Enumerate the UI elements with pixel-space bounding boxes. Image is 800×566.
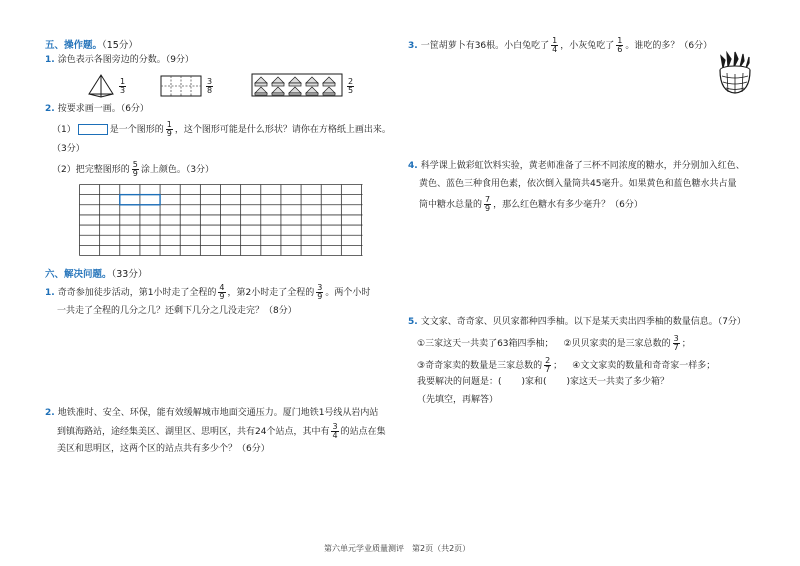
s5-q1-number: 1. [45,55,55,65]
s5-q2-part1: （1） 是一个图形的 $\frac{1}{9}$ ，这个图形可能是什么形状？请你在方格纸上画出来。 [52,120,391,138]
page-footer [324,543,470,554]
blue-rect-figure [78,124,108,135]
s6-q2-line1: 2. 地铁准时、安全、环保，能有效缓解城市地面交通压力。厦门地铁1号线从岩内站 [45,408,379,418]
s5-q2-part1-score: （3分） [52,144,85,154]
section5-score: （15分） [102,40,138,51]
s6-q5-question: 我要解决的问题是：( )家和( )家这天一共卖了多少箱？ [417,377,670,387]
section6-title: 六、解决问题。 [45,269,112,280]
s5-q2-part2: （2）把完整图形的 $\frac{5}{9}$ 涂上颜色。（3分） [52,160,215,178]
fraction-1-3: $\frac{1}{3}$ [120,77,126,95]
s5-q2-number: 2. [45,104,55,114]
grid-paper[interactable] [79,184,363,256]
section6-score: （33分） [111,269,148,280]
s5-q2-text [45,98,149,120]
s6-q3-line: 3. 一筐胡萝卜有36根。小白兔吃了 $\frac{1}{4}$ ，小灰兔吃了 $\frac{1}{6}$ 。谁吃的多？（6分） [408,36,713,54]
s5-q1-prompt: 涂色表示各图旁边的分数。（9分） [57,55,194,65]
s6-q2-line3: 美区和思明区，这两个区的站点共有多少个？（6分） [57,444,270,454]
s6-q5-instruction: （先填空，再解答） [417,395,499,405]
s5-q1-text [45,49,194,71]
s6-q2-line2: 到镇海路站，途经集美区、湖里区、思明区，共有24个站点，其中有 $\frac{3}{4}$ 的站点在集 [57,422,386,440]
s6-q4-line2: 黄色、蓝色三种食用色素，依次倒入量筒共45毫升。如果黄色和蓝色糖水共占量 [419,179,737,189]
triangle-figure-icon [88,74,114,98]
s6-q5-info-line1: ①三家这天一共卖了63箱四季柚； ②贝贝家卖的是三家总数的 $\frac{3}{7}$ ； [417,334,691,352]
footer-title: 第六单元学业质量测评 [324,544,404,553]
footer-page: 第2页（共2页） [412,544,471,553]
s6-q4-line1: 4. 科学课上做彩虹饮料实验，黄老师准备了三杯不同浓度的糖水，并分别加入红色、 [408,161,745,171]
s6-q5-line1: 5. 文文家、奇奇家、贝贝家都种四季柚。以下是某天卖出四季柚的数量信息。（7分） [408,317,746,327]
rectangle-figure-icon [160,75,202,97]
s5-q2-prompt: 按要求画一画。（6分） [57,104,149,114]
fraction-3-8: $\frac{3}{8}$ [207,77,213,95]
fraction-2-5: $\frac{2}{5}$ [348,77,354,95]
s6-q1-line2: 一共走了全程的几分之几？还剩下几分之几没走完？（8分） [57,306,297,316]
section5-title: 五、操作题。 [45,40,103,51]
s6-q1-line1: 1. 奇奇参加徒步活动，第1小时走了全程的 $\frac{4}{9}$ ，第2小时走了全程的 $\frac{3}{9}$ 。两个小时 [45,283,371,301]
s6-q5-info-line2: ③奇奇家卖的数量是三家总数的 $\frac{2}{7}$ ； ④文文家卖的数量和奇奇家一样多； [417,356,716,374]
section6-heading [45,266,147,280]
s6-q4-line3: 筒中糖水总量的 $\frac{7}{9}$ ，那么红色糖水有多少毫升？（6分） [419,195,643,213]
cakes-figure-icon [251,73,343,97]
carrot-basket-icon [717,50,753,96]
